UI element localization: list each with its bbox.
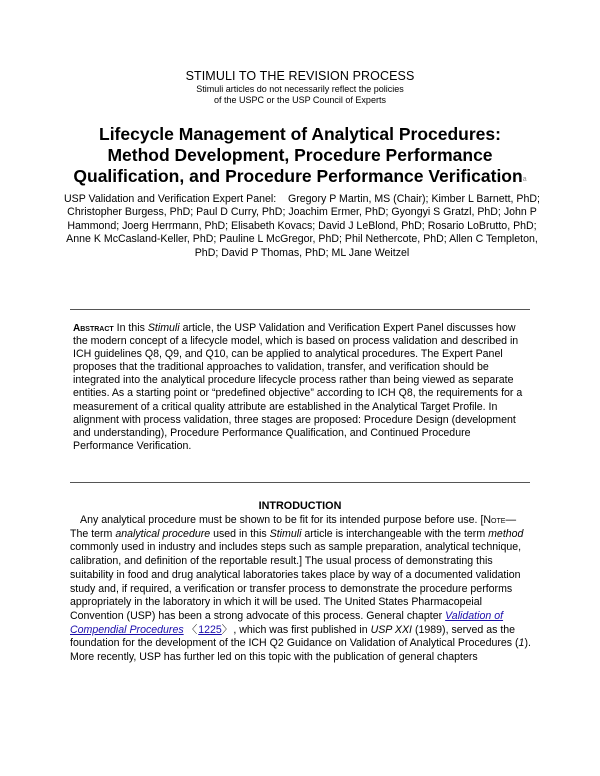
intro-text-6: , which was first published in [233,623,371,636]
title-footnote-mark[interactable]: a [522,176,527,183]
abstract-text-a: In this [116,322,148,334]
intro-italic-stimuli: Stimuli [269,527,302,540]
intro-text-4: article is interchangeable with the term [301,527,489,540]
introduction-paragraph [70,514,532,665]
section-title: STIMULI TO THE REVISION PROCESS [185,69,415,83]
bracket-open: 〈 [186,623,199,636]
intro-text-2: —The term [70,514,517,540]
author-list [64,193,540,260]
abstract-top-rule [70,309,530,310]
abstract-block [73,322,531,453]
introduction-body [70,514,532,665]
chapter-link[interactable]: Validation of Compendial Procedures [70,609,504,636]
section-header [0,69,600,106]
bracket-close: 〉 [221,623,234,636]
note-label: Note [483,514,506,526]
intro-text-5: commonly used in industry and includes steps such as sample preparation, analytical technique, calibration, and definition of the reportable result.] The usual process of demonstrating this suitability in food and drug analytical laboratories takes place by way of a documented validation study and, if required, a verification or transfer process to demonstrate the procedure performs appropriately in the laboratory in which it will be used. The United States Pharmacopeial Convention (USP) has been a strong advocate of this process. General chapter [70,541,522,622]
intro-text-8: ). More recently, USP has further led on this topic with the publication of general chapters [70,637,531,664]
disclaimer-line-2: of the USPC or the USP Council of Experts [214,95,386,105]
abstract-bottom-rule [70,482,530,483]
intro-italic-usp-xxi: USP XXI [370,623,412,636]
intro-italic-method: method [488,527,524,540]
article-title [40,124,560,190]
intro-text-7: (1989), served as the foundation for the development of the ICH Q2 Guidance on Validation of Analytical Procedures ( [70,623,519,650]
intro-italic-analytical-procedure: analytical procedure [115,527,211,540]
article-title-line-3 [40,166,560,190]
disclaimer-line-1: Stimuli articles do not necessarily reflect the policies [196,84,404,94]
article-title-line-1: Lifecycle Management of Analytical Procedures: [99,124,501,144]
abstract-heading: Abstract [73,323,114,334]
article-title-line-2: Method Development, Procedure Performance [107,145,493,165]
intro-text-1: Any analytical procedure must be shown to be fit for its intended purpose before use. [ [80,514,484,526]
introduction-heading: INTRODUCTION [258,500,342,512]
article-title-line-3-text: Qualification, and Procedure Performance Verification [73,166,523,186]
chapter-number-link[interactable]: 1225 [198,623,222,636]
intro-text-3: used in this [210,527,270,540]
expert-panel-name: USP Validation and Verification Expert Panel: [64,193,277,205]
abstract-stimuli-italic: Stimuli [147,322,180,334]
authors-names: Gregory P Martin, MS (Chair); Kimber L Barnett, PhD; Christopher Burgess, PhD; Paul D Curry, PhD; Joachim Ermer, PhD; Gyongyi S Gratzl, PhD; John P Hammond; Joerg Herrmann, PhD; Elisabeth Kovacs; David J LeBlond, PhD; Rosario LoBrutto, PhD; Anne K McCasland-Keller, PhD; Pauline L McGregor, PhD; Phil Nethercote, PhD; Allen C Templeton, PhD; David P Thomas, PhD; ML Jane Weitzel [66,193,540,259]
reference-number: 1 [518,637,525,650]
abstract-text-b: article, the USP Validation and Verification Expert Panel discusses how the modern concept of a lifecycle model, which is based on process validation and described in ICH guidelines Q8, Q9, and Q10, can be applied to analytical procedures. The Expert Panel proposes that the traditional approaches to validation, transfer, and verification should be integrated into the analytical procedure lifecycle process rather than being viewed as separate entities. As a starting point or “predefined objective” according to ICH Q8, the requirements for a measurement of a critical quality attribute are established in the Analytical Target Profile. In alignment with process validation, three stages are proposed: Procedure Design (development and understanding), Procedure Performance Qualification, and Continued Procedure Performance Verification. [73,322,523,452]
